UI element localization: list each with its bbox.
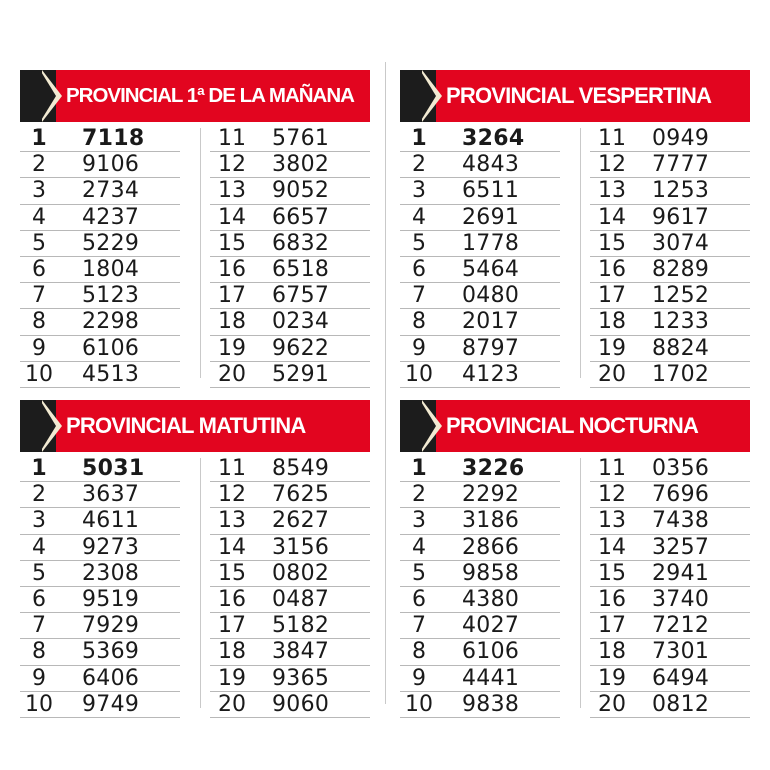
result-position: 6	[32, 256, 46, 282]
result-number: 3257	[652, 534, 710, 560]
result-row	[20, 152, 180, 178]
results-column-left	[400, 456, 560, 718]
result-number: 9365	[272, 665, 330, 691]
result-number: 7118	[82, 126, 145, 151]
result-position: 1	[411, 456, 427, 481]
result-position: 1	[411, 126, 427, 151]
result-row	[590, 692, 750, 718]
result-number: 6757	[272, 283, 330, 309]
result-number: 5369	[82, 639, 140, 665]
result-row	[400, 456, 560, 482]
result-number: 3802	[272, 152, 330, 178]
result-number: 5464	[462, 256, 520, 282]
result-number: 0480	[462, 283, 520, 309]
result-number: 9106	[82, 152, 140, 178]
result-position: 2	[412, 482, 426, 508]
result-position: 8	[32, 639, 46, 665]
result-row	[400, 257, 560, 283]
result-position: 13	[598, 178, 626, 204]
result-row	[590, 152, 750, 178]
result-number: 8289	[652, 256, 710, 282]
results-column-left	[400, 126, 560, 388]
result-row	[590, 178, 750, 204]
result-position: 15	[598, 230, 626, 256]
result-position: 14	[218, 204, 246, 230]
result-row	[210, 482, 370, 508]
result-row	[20, 456, 180, 482]
result-position: 17	[218, 613, 246, 639]
result-row	[400, 535, 560, 561]
result-row	[400, 508, 560, 534]
result-row	[20, 205, 180, 231]
result-position: 20	[598, 691, 626, 717]
result-position: 3	[32, 508, 46, 534]
result-number: 8549	[272, 456, 330, 481]
result-row	[210, 257, 370, 283]
result-position: 10	[405, 691, 433, 717]
result-position: 7	[412, 613, 426, 639]
result-position: 15	[218, 230, 246, 256]
result-position: 11	[598, 456, 626, 481]
result-row	[210, 231, 370, 257]
results-column-right	[590, 456, 750, 718]
result-number: 6494	[652, 665, 710, 691]
result-row	[400, 336, 560, 362]
result-row	[20, 336, 180, 362]
result-row	[210, 561, 370, 587]
result-position: 20	[218, 361, 246, 387]
result-number: 0802	[272, 560, 330, 586]
result-number: 9273	[82, 534, 140, 560]
result-position: 6	[412, 586, 426, 612]
result-row	[210, 362, 370, 388]
result-number: 6106	[462, 639, 520, 665]
panel-provincial-vespertina	[400, 70, 750, 387]
result-row	[210, 535, 370, 561]
result-number: 3186	[462, 508, 520, 534]
panel-title: PROVINCIAL MATUTINA	[66, 413, 306, 438]
result-row	[210, 587, 370, 613]
result-row	[400, 126, 560, 152]
result-number: 3156	[272, 534, 330, 560]
result-position: 13	[218, 178, 246, 204]
result-position: 5	[412, 230, 426, 256]
result-row	[20, 231, 180, 257]
result-number: 3847	[272, 639, 330, 665]
result-position: 4	[412, 204, 426, 230]
result-position: 12	[218, 482, 246, 508]
result-position: 9	[32, 335, 46, 361]
result-position: 4	[32, 204, 46, 230]
result-row	[590, 257, 750, 283]
result-position: 12	[598, 482, 626, 508]
result-number: 2627	[272, 508, 330, 534]
result-number: 2691	[462, 204, 520, 230]
results-column-left	[20, 456, 180, 718]
result-position: 3	[412, 178, 426, 204]
result-row	[210, 456, 370, 482]
result-number: 1702	[652, 361, 710, 387]
result-number: 2292	[462, 482, 520, 508]
panel-title: PROVINCIAL NOCTURNA	[446, 413, 699, 438]
result-position: 15	[598, 560, 626, 586]
result-number: 2866	[462, 534, 520, 560]
result-position: 10	[25, 361, 53, 387]
result-number: 9622	[272, 335, 330, 361]
result-position: 1	[31, 126, 47, 151]
result-row	[590, 535, 750, 561]
result-row	[210, 613, 370, 639]
result-position: 17	[598, 283, 626, 309]
result-number: 7929	[82, 613, 140, 639]
result-position: 10	[405, 361, 433, 387]
result-row	[590, 666, 750, 692]
result-number: 5761	[272, 126, 330, 151]
result-position: 8	[412, 639, 426, 665]
panel-header	[400, 400, 750, 452]
result-row	[20, 535, 180, 561]
result-position: 9	[412, 335, 426, 361]
result-position: 15	[218, 560, 246, 586]
result-number: 1252	[652, 283, 710, 309]
result-number: 5291	[272, 361, 330, 387]
result-row	[20, 362, 180, 388]
result-position: 19	[598, 665, 626, 691]
result-row	[210, 152, 370, 178]
result-number: 9749	[82, 691, 140, 717]
result-row	[590, 561, 750, 587]
result-row	[20, 257, 180, 283]
result-row	[590, 587, 750, 613]
result-position: 19	[218, 335, 246, 361]
results-column-right	[590, 126, 750, 388]
result-row	[210, 336, 370, 362]
result-position: 12	[598, 152, 626, 178]
panel-title: PROVINCIAL 1ª DE LA MAÑANA	[66, 84, 354, 107]
result-position: 1	[31, 456, 47, 481]
result-row	[20, 309, 180, 335]
result-row	[20, 639, 180, 665]
results-column-left	[20, 126, 180, 388]
result-row	[590, 613, 750, 639]
result-position: 2	[412, 152, 426, 178]
result-position: 11	[218, 456, 246, 481]
result-row	[20, 587, 180, 613]
result-row	[400, 178, 560, 204]
result-position: 8	[32, 309, 46, 335]
result-row	[210, 692, 370, 718]
chevron-inner-icon	[420, 70, 436, 122]
result-row	[590, 309, 750, 335]
result-number: 3074	[652, 230, 710, 256]
result-position: 18	[598, 309, 626, 335]
result-number: 6406	[82, 665, 140, 691]
panel-title: PROVINCIAL VESPERTINA	[446, 83, 712, 108]
result-row	[400, 666, 560, 692]
result-row	[210, 205, 370, 231]
result-position: 20	[218, 691, 246, 717]
result-number: 0812	[652, 691, 710, 717]
result-position: 5	[32, 560, 46, 586]
panel-header	[20, 70, 370, 122]
result-row	[20, 508, 180, 534]
result-number: 5182	[272, 613, 330, 639]
result-number: 3264	[462, 126, 525, 151]
result-number: 9519	[82, 586, 140, 612]
result-number: 6832	[272, 230, 330, 256]
result-position: 19	[218, 665, 246, 691]
column-divider	[200, 128, 201, 378]
results-column-right	[210, 456, 370, 718]
result-number: 9858	[462, 560, 520, 586]
result-position: 14	[598, 204, 626, 230]
result-number: 6518	[272, 256, 330, 282]
result-row	[20, 666, 180, 692]
result-position: 7	[412, 283, 426, 309]
result-number: 0949	[652, 126, 710, 151]
result-row	[590, 336, 750, 362]
result-position: 18	[218, 639, 246, 665]
result-position: 2	[32, 152, 46, 178]
result-row	[590, 231, 750, 257]
result-row	[400, 692, 560, 718]
result-position: 16	[218, 586, 246, 612]
chevron-inner-icon	[420, 400, 436, 452]
result-number: 4843	[462, 152, 520, 178]
result-position: 11	[218, 126, 246, 151]
result-number: 0356	[652, 456, 710, 481]
result-row	[590, 283, 750, 309]
result-row	[400, 231, 560, 257]
result-position: 14	[598, 534, 626, 560]
result-number: 3740	[652, 586, 710, 612]
result-position: 16	[598, 256, 626, 282]
result-number: 0487	[272, 586, 330, 612]
result-row	[590, 126, 750, 152]
result-number: 5123	[82, 283, 140, 309]
result-number: 2017	[462, 309, 520, 335]
result-row	[400, 362, 560, 388]
result-position: 9	[412, 665, 426, 691]
result-number: 7696	[652, 482, 710, 508]
result-number: 3226	[462, 456, 525, 481]
result-position: 14	[218, 534, 246, 560]
result-number: 6511	[462, 178, 520, 204]
result-position: 6	[32, 586, 46, 612]
result-number: 1253	[652, 178, 710, 204]
chevron-inner-icon	[40, 400, 56, 452]
result-number: 1233	[652, 309, 710, 335]
result-position: 6	[412, 256, 426, 282]
result-position: 12	[218, 152, 246, 178]
result-number: 4027	[462, 613, 520, 639]
panel-header	[20, 400, 370, 452]
result-position: 20	[598, 361, 626, 387]
result-row	[400, 205, 560, 231]
result-position: 3	[32, 178, 46, 204]
result-row	[400, 639, 560, 665]
result-position: 10	[25, 691, 53, 717]
result-row	[210, 178, 370, 204]
result-number: 7301	[652, 639, 710, 665]
result-row	[400, 152, 560, 178]
result-row	[400, 613, 560, 639]
result-number: 3637	[82, 482, 140, 508]
result-row	[400, 587, 560, 613]
result-number: 6106	[82, 335, 140, 361]
result-number: 4513	[82, 361, 140, 387]
result-row	[20, 482, 180, 508]
column-divider	[580, 128, 581, 378]
result-number: 0234	[272, 309, 330, 335]
result-position: 18	[598, 639, 626, 665]
result-number: 2308	[82, 560, 140, 586]
result-number: 9052	[272, 178, 330, 204]
result-number: 1778	[462, 230, 520, 256]
result-position: 19	[598, 335, 626, 361]
result-number: 4123	[462, 361, 520, 387]
result-position: 17	[598, 613, 626, 639]
result-number: 7625	[272, 482, 330, 508]
result-number: 9838	[462, 691, 520, 717]
result-row	[20, 561, 180, 587]
result-position: 13	[218, 508, 246, 534]
result-row	[210, 283, 370, 309]
result-position: 16	[218, 256, 246, 282]
result-row	[210, 639, 370, 665]
result-number: 4380	[462, 586, 520, 612]
result-number: 9060	[272, 691, 330, 717]
result-row	[400, 283, 560, 309]
result-position: 8	[412, 309, 426, 335]
result-number: 4237	[82, 204, 140, 230]
result-number: 7777	[652, 152, 710, 178]
result-number: 1804	[82, 256, 140, 282]
result-position: 4	[32, 534, 46, 560]
result-row	[400, 482, 560, 508]
result-number: 6657	[272, 204, 330, 230]
result-number: 4611	[82, 508, 140, 534]
result-position: 11	[598, 126, 626, 151]
result-row	[590, 508, 750, 534]
result-row	[400, 561, 560, 587]
panel-provincial-nocturna	[400, 400, 750, 717]
result-row	[210, 508, 370, 534]
result-number: 8824	[652, 335, 710, 361]
result-number: 2941	[652, 560, 710, 586]
result-row	[210, 666, 370, 692]
result-number: 5031	[82, 456, 145, 481]
panel-provincial-manana	[20, 70, 370, 387]
result-row	[20, 126, 180, 152]
result-position: 7	[32, 613, 46, 639]
chevron-inner-icon	[40, 70, 56, 122]
result-row	[590, 362, 750, 388]
result-number: 8797	[462, 335, 520, 361]
result-number: 4441	[462, 665, 520, 691]
result-position: 16	[598, 586, 626, 612]
column-divider	[200, 458, 201, 708]
result-position: 4	[412, 534, 426, 560]
result-row	[210, 126, 370, 152]
result-position: 5	[32, 230, 46, 256]
result-number: 7438	[652, 508, 710, 534]
result-row	[590, 482, 750, 508]
result-position: 17	[218, 283, 246, 309]
result-position: 9	[32, 665, 46, 691]
result-row	[20, 178, 180, 204]
result-number: 9617	[652, 204, 710, 230]
result-position: 18	[218, 309, 246, 335]
result-position: 2	[32, 482, 46, 508]
center-divider	[385, 62, 386, 704]
result-position: 5	[412, 560, 426, 586]
result-row	[20, 692, 180, 718]
results-column-right	[210, 126, 370, 388]
panel-header	[400, 70, 750, 122]
result-number: 2298	[82, 309, 140, 335]
result-position: 7	[32, 283, 46, 309]
panel-provincial-matutina	[20, 400, 370, 717]
result-row	[20, 613, 180, 639]
result-row	[590, 205, 750, 231]
result-row	[210, 309, 370, 335]
result-row	[20, 283, 180, 309]
result-row	[400, 309, 560, 335]
result-row	[590, 639, 750, 665]
result-number: 5229	[82, 230, 140, 256]
column-divider	[580, 458, 581, 708]
result-number: 2734	[82, 178, 140, 204]
result-number: 7212	[652, 613, 710, 639]
result-row	[590, 456, 750, 482]
result-position: 13	[598, 508, 626, 534]
result-position: 3	[412, 508, 426, 534]
